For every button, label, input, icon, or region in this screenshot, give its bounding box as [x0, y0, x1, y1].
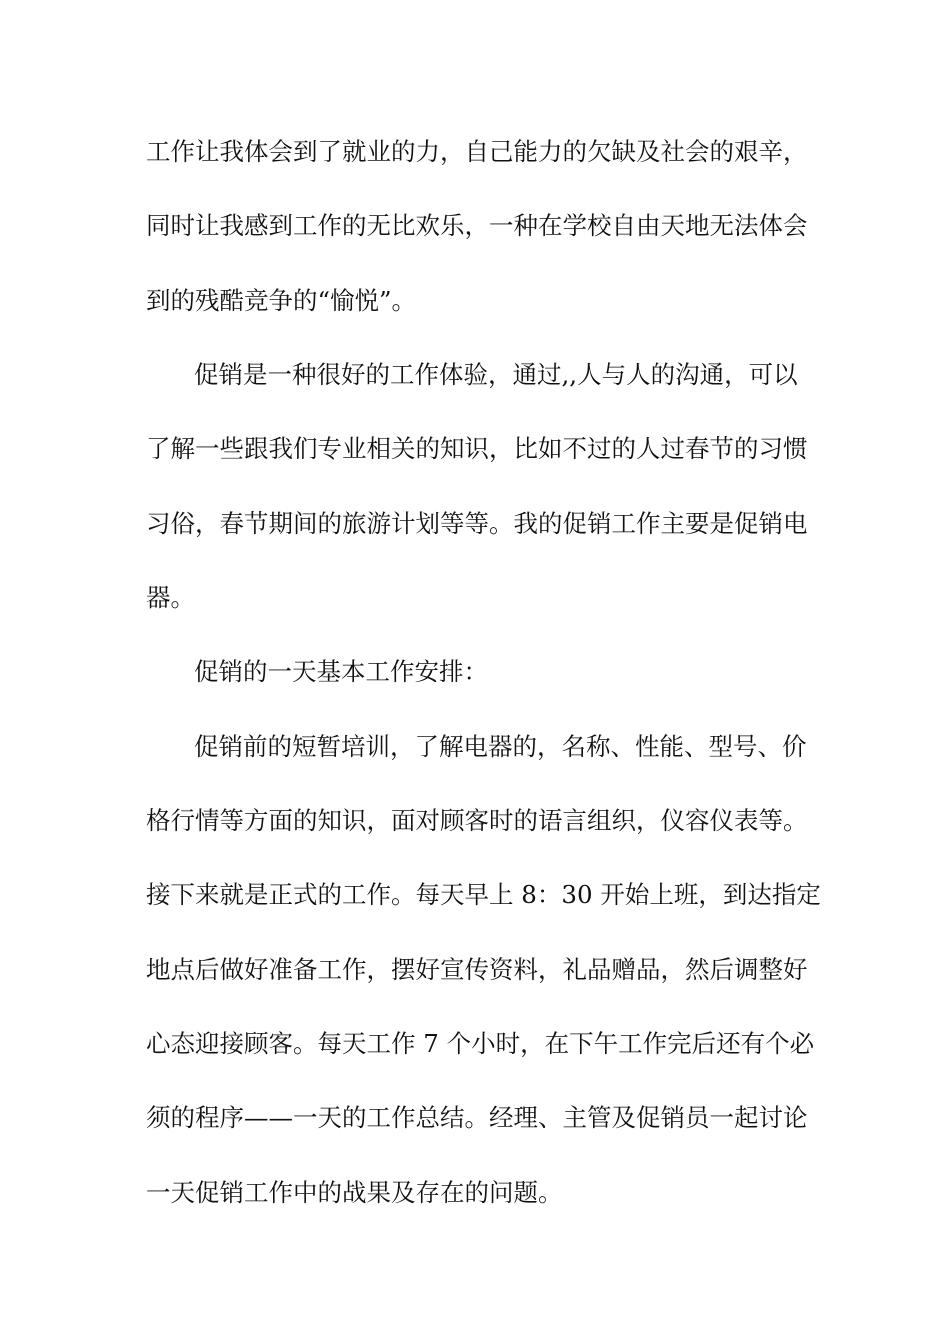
paragraph-line: 地点后做好准备工作，摆好宣传资料，礼品赠品，然后调整好 [146, 955, 808, 984]
paragraph-line: 心态迎接顾客。每天工作 7 个小时，在下午工作完后还有个必 [146, 1029, 815, 1058]
paragraph-line: 促销是一种很好的工作体验，通过,,人与人的沟通，可以 [194, 360, 798, 389]
section-heading: 促销的一天基本工作安排： [194, 657, 488, 686]
paragraph-line: 格行情等方面的知识，面对顾客时的语言组织，仪容仪表等。 [146, 806, 808, 835]
paragraph-line: 器。 [146, 583, 195, 612]
paragraph-line: 习俗，春节期间的旅游计划等等。我的促销工作主要是促销电 [146, 509, 808, 538]
paragraph-line: 一天促销工作中的战果及存在的问题。 [146, 1178, 563, 1207]
paragraph-line: 须的程序——一天的工作总结。经理、主管及促销员一起讨论 [146, 1103, 808, 1132]
paragraph-line: 工作让我体会到了就业的力，自己能力的欠缺及社会的艰辛， [146, 137, 808, 166]
paragraph-line: 接下来就是正式的工作。每天早上 8：30 开始上班，到达指定 [146, 880, 821, 909]
paragraph-line: 了解一些跟我们专业相关的知识，比如不过的人过春节的习惯 [146, 434, 808, 463]
paragraph-line: 同时让我感到工作的无比欢乐，一种在学校自由天地无法体会 [146, 211, 808, 240]
paragraph-line: 到的残酷竞争的“愉悦”。 [146, 286, 417, 315]
paragraph-line: 促销前的短暂培训，了解电器的，名称、性能、型号、价 [194, 732, 807, 761]
